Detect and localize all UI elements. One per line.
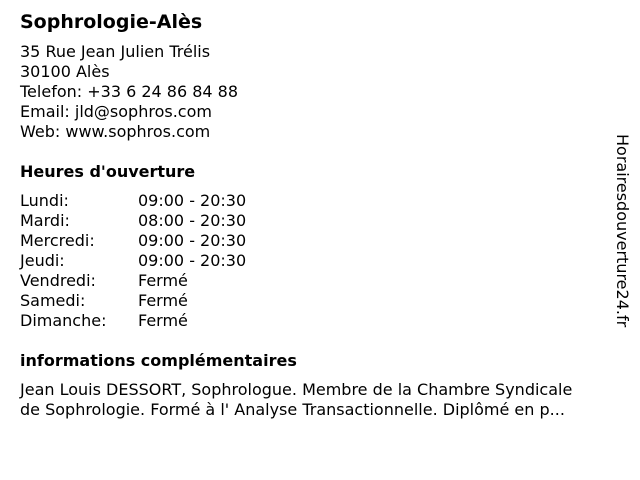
time-value: 09:00 - 20:30 bbox=[138, 191, 247, 210]
time-value: 09:00 - 20:30 bbox=[138, 251, 247, 270]
day-label: Mardi: bbox=[20, 211, 70, 230]
hours-row-tuesday bbox=[20, 211, 610, 231]
hours-row-saturday bbox=[20, 291, 610, 311]
day-label: Vendredi: bbox=[20, 271, 96, 290]
hours-row-sunday bbox=[20, 311, 610, 331]
hours-row-friday bbox=[20, 271, 610, 291]
additional-info-heading: informations complémentaires bbox=[20, 351, 297, 370]
email-text: Email: jld@sophros.com bbox=[20, 102, 212, 121]
hours-row-monday bbox=[20, 191, 610, 211]
day-label: Samedi: bbox=[20, 291, 86, 310]
day-label: Jeudi: bbox=[20, 251, 65, 270]
time-value: 09:00 - 20:30 bbox=[138, 231, 247, 250]
time-value: Fermé bbox=[138, 311, 188, 330]
time-value: Fermé bbox=[138, 291, 188, 310]
time-value: Fermé bbox=[138, 271, 188, 290]
description-line-2: de Sophrologie. Formé à l' Analyse Transactionnelle. Diplômé en p... bbox=[20, 400, 565, 419]
business-name: Sophrologie-Alès bbox=[20, 11, 203, 33]
day-label: Dimanche: bbox=[20, 311, 107, 330]
hours-row-wednesday bbox=[20, 231, 610, 251]
watermark-text: Horairesdouverture24.fr bbox=[613, 134, 632, 328]
web-text: Web: www.sophros.com bbox=[20, 122, 211, 141]
address-city: 30100 Alès bbox=[20, 62, 110, 81]
opening-hours-heading: Heures d'ouverture bbox=[20, 162, 196, 181]
phone-text: Telefon: +33 6 24 86 84 88 bbox=[20, 82, 239, 101]
address-street: 35 Rue Jean Julien Trélis bbox=[20, 42, 211, 61]
business-card bbox=[20, 10, 610, 420]
day-label: Lundi: bbox=[20, 191, 69, 210]
day-label: Mercredi: bbox=[20, 231, 95, 250]
hours-row-thursday bbox=[20, 251, 610, 271]
description-line-1: Jean Louis DESSORT, Sophrologue. Membre de la Chambre Syndicale bbox=[20, 380, 573, 399]
time-value: 08:00 - 20:30 bbox=[138, 211, 247, 230]
opening-hours-table bbox=[20, 191, 610, 331]
